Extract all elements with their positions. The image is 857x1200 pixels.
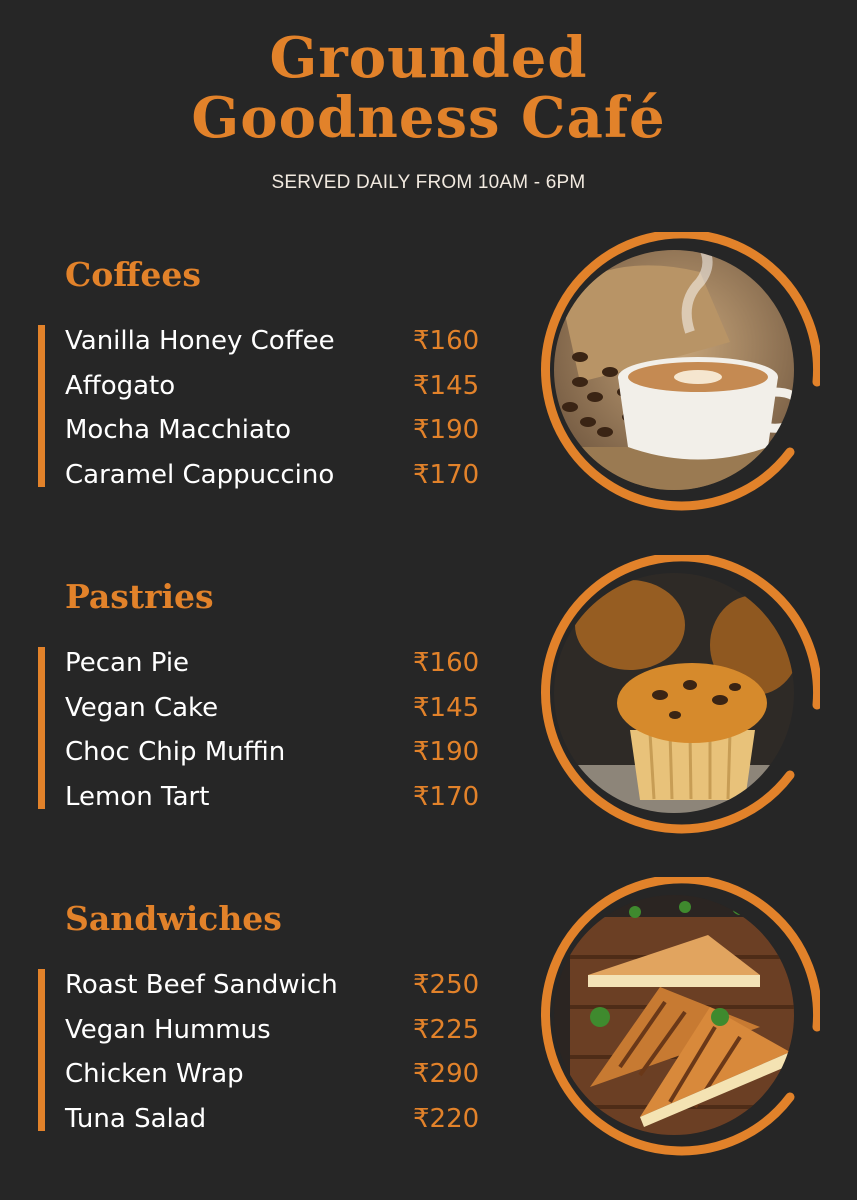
menu-item	[65, 1052, 495, 1097]
item-name: Mocha Macchiato	[65, 415, 292, 446]
item-name: Affogato	[65, 370, 176, 401]
menu-item	[65, 453, 495, 498]
pastry-photo	[540, 555, 820, 840]
item-price: ₹220	[413, 1104, 480, 1135]
section-heading: Coffees	[65, 255, 201, 294]
serving-hours: SERVED DAILY FROM 10AM - 6PM	[271, 172, 586, 193]
item-price: ₹290	[413, 1059, 480, 1090]
item-price: ₹170	[413, 782, 480, 813]
menu-item	[65, 1097, 495, 1142]
coffee-cup-icon	[540, 232, 820, 517]
item-price: ₹190	[413, 737, 480, 768]
item-price: ₹145	[413, 370, 480, 401]
title-line-2: Goodness Café	[191, 85, 666, 151]
menu-item	[65, 775, 495, 820]
item-price: ₹250	[413, 970, 480, 1000]
menu-list	[65, 963, 495, 1142]
section-heading: Pastries	[65, 577, 214, 616]
menu-item	[65, 730, 495, 775]
item-name: Caramel Cappuccino	[65, 460, 335, 491]
item-price: ₹225	[413, 1014, 480, 1045]
menu-item	[65, 641, 495, 686]
item-name: Roast Beef Sandwich	[65, 970, 338, 1000]
section-heading: Sandwiches	[65, 899, 282, 938]
coffee-photo	[540, 232, 820, 517]
item-name: Vanilla Honey Coffee	[65, 326, 335, 356]
menu-item	[65, 408, 495, 453]
accent-bar	[38, 325, 45, 487]
title-line-1: Grounded	[269, 25, 588, 91]
menu-item	[65, 963, 495, 1008]
item-price: ₹160	[413, 648, 480, 678]
menu-item	[65, 364, 495, 409]
menu-list	[65, 319, 495, 498]
sandwich-icon	[540, 877, 820, 1162]
menu-item	[65, 1008, 495, 1053]
item-name: Lemon Tart	[65, 782, 210, 813]
item-name: Vegan Hummus	[65, 1014, 271, 1045]
item-name: Chicken Wrap	[65, 1059, 244, 1090]
menu-list	[65, 641, 495, 820]
item-price: ₹170	[413, 460, 480, 491]
accent-bar	[38, 969, 45, 1131]
menu-item	[65, 319, 495, 364]
item-price: ₹190	[413, 415, 480, 446]
accent-bar	[38, 647, 45, 809]
page-title	[0, 25, 857, 151]
menu-item	[65, 686, 495, 731]
item-price: ₹160	[413, 326, 480, 356]
item-name: Pecan Pie	[65, 648, 190, 678]
sandwich-photo	[540, 877, 820, 1162]
muffin-icon	[540, 555, 820, 840]
item-price: ₹145	[413, 692, 480, 723]
item-name: Vegan Cake	[65, 692, 219, 723]
item-name: Tuna Salad	[65, 1104, 207, 1135]
item-name: Choc Chip Muffin	[65, 737, 286, 768]
